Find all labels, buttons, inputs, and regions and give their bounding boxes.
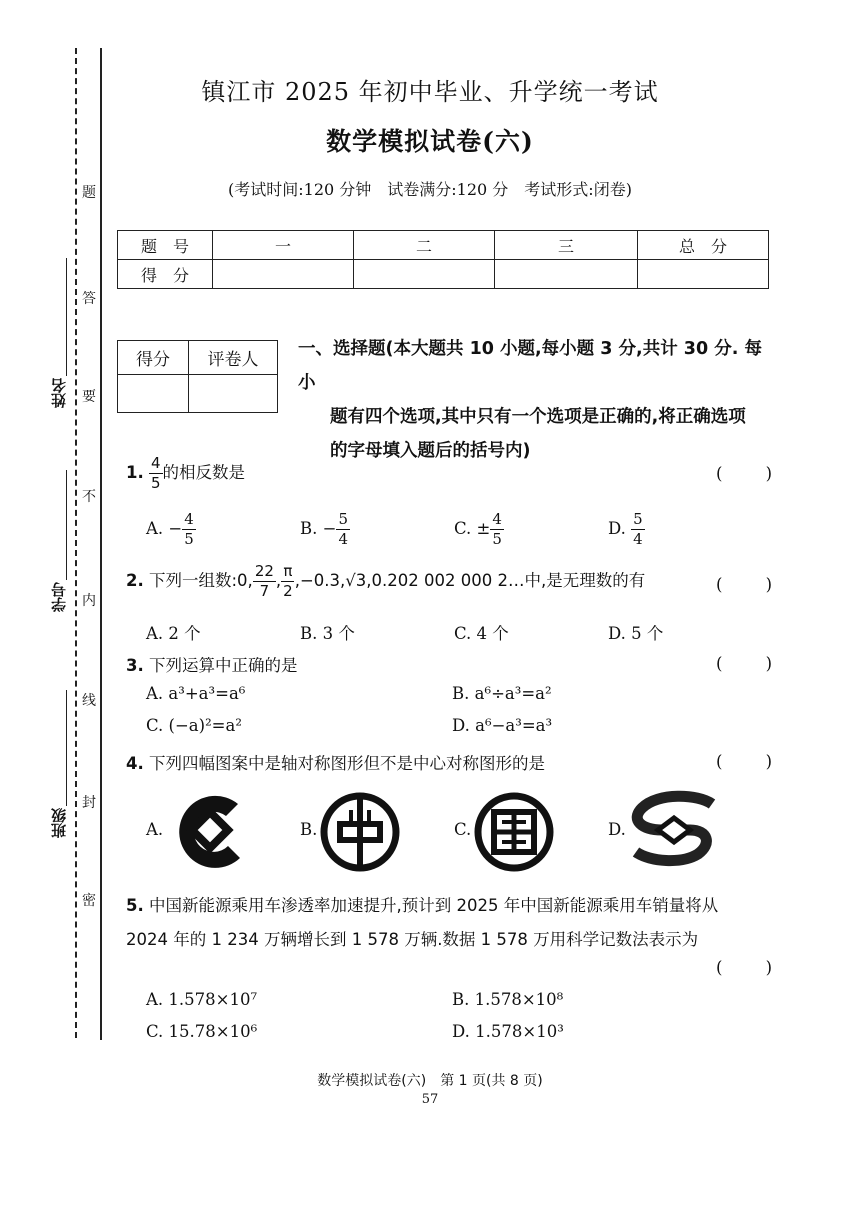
student-id-field-line[interactable] (66, 470, 67, 580)
question-text: 下列运算中正确的是 (149, 656, 298, 675)
question-text: 2024 年的 1 234 万辆增长到 1 578 万辆.数据 1 578 万用科学记数法表示为 (126, 930, 699, 949)
fraction-den: 7 (259, 582, 270, 600)
question-text: 的相反数是 (162, 463, 246, 482)
question-text: 下列四幅图案中是轴对称图形但不是中心对称图形的是 (149, 754, 545, 773)
fraction (490, 512, 504, 547)
question-2: 2. 下列一组数:0, $\frac{22}{7}$ , $\frac{\pi}{2}$ ,−0.3,√3,0.202 002 000 2…中,是无理数的有 (126, 562, 646, 600)
question-text: 中国新能源乘用车渗透率加速提升,预计到 2025 年中国新能源乘用车销量将从 (149, 896, 719, 915)
class-field-line[interactable] (66, 690, 67, 806)
score-cell[interactable] (638, 260, 769, 289)
grader-table (117, 340, 278, 413)
page-footer: 数学模拟试卷(六) 第 1 页(共 8 页) (317, 1073, 543, 1089)
binding-char: 内 (82, 593, 96, 609)
question-number: 2. (126, 571, 144, 590)
score-header-cell: 二 (354, 231, 495, 260)
fraction-den: 4 (633, 530, 643, 548)
option-c-logo-icon (472, 790, 556, 874)
option-b[interactable]: B. 3 个 (300, 624, 355, 643)
binding-char: 密 (82, 893, 96, 909)
paren-open: ( (716, 464, 723, 483)
grader-name-label: 评卷人 (189, 341, 278, 375)
binding-char: 线 (82, 693, 96, 709)
section-heading-line: 题有四个选项,其中只有一个选项是正确的,将正确选项 (330, 407, 746, 427)
fraction-num: 4 (151, 454, 161, 472)
option-c[interactable]: C. (454, 820, 472, 839)
fraction (281, 564, 295, 599)
fraction-den: 2 (283, 582, 293, 600)
grader-name-cell[interactable] (189, 375, 278, 413)
option-d[interactable] (608, 512, 645, 547)
question-5 (126, 892, 718, 916)
option-label: B. (300, 519, 318, 538)
option-b[interactable]: B. (300, 820, 318, 839)
option-label: C. (454, 519, 472, 538)
paren-open: ( (716, 752, 723, 771)
answer-blank[interactable] (716, 575, 772, 594)
section-heading (298, 332, 778, 468)
score-table (117, 230, 769, 289)
option-a[interactable]: A. a³+a³=a⁶ (146, 684, 246, 703)
fraction-num: 4 (184, 510, 194, 528)
option-label: A. (146, 519, 164, 538)
option-d-logo-icon (628, 790, 724, 870)
paren-close: ) (765, 654, 772, 673)
student-id-field-label: 学号 (50, 582, 68, 612)
option-sign: ± (476, 519, 491, 538)
binding-char: 答 (82, 291, 96, 307)
fraction (336, 512, 350, 547)
class-field-label: 班级 (50, 808, 68, 838)
option-a[interactable]: A. 2 个 (146, 624, 201, 643)
score-header-cell: 三 (495, 231, 638, 260)
fraction (631, 512, 645, 547)
fraction-num: 4 (492, 510, 502, 528)
name-field-line[interactable] (66, 258, 67, 376)
question-3 (126, 652, 298, 676)
option-b[interactable] (300, 512, 350, 547)
section-heading-line: 一、选择题(本大题共 10 小题,每小题 3 分,共计 30 分. 每小 (298, 339, 762, 393)
answer-blank[interactable] (716, 752, 772, 771)
option-sign: − (322, 519, 337, 538)
option-c[interactable]: C. 15.78×10⁶ (146, 1022, 258, 1041)
option-c[interactable] (454, 512, 504, 547)
question-number: 3. (126, 656, 144, 675)
score-row-label: 得 分 (118, 260, 213, 289)
question-5-line-2 (126, 926, 698, 950)
option-d[interactable]: D. 1.578×10³ (452, 1022, 564, 1041)
exam-info: (考试时间:120 分钟 试卷满分:120 分 考试形式:闭卷) (228, 180, 632, 199)
question-number: 5. (126, 896, 144, 915)
binding-char: 题 (82, 185, 96, 201)
paren-close: ) (765, 575, 772, 594)
answer-blank[interactable] (716, 464, 772, 483)
exam-subtitle: 数学模拟试卷(六) (326, 127, 534, 156)
option-a-logo-icon (168, 790, 254, 872)
option-a[interactable]: A. 1.578×10⁷ (146, 990, 258, 1009)
answer-blank[interactable] (716, 654, 772, 673)
fraction-num: 5 (338, 510, 348, 528)
fraction-den: 5 (151, 474, 161, 492)
paren-open: ( (716, 958, 723, 977)
paren-open: ( (716, 654, 723, 673)
section-heading-line: 的字母填入题后的括号内) (330, 441, 531, 461)
option-c[interactable]: C. 4 个 (454, 624, 509, 643)
option-label: D. (608, 519, 626, 538)
question-text: 下列一组数:0, (149, 571, 253, 590)
option-b[interactable]: B. 1.578×10⁸ (452, 990, 564, 1009)
grader-score-cell[interactable] (118, 375, 189, 413)
score-cell[interactable] (495, 260, 638, 289)
paren-open: ( (716, 575, 723, 594)
paren-close: ) (765, 464, 772, 483)
option-d[interactable]: D. (608, 820, 626, 839)
fraction (253, 564, 276, 599)
option-b[interactable]: B. a⁶÷a³=a² (452, 684, 552, 703)
score-header-cell: 题 号 (118, 231, 213, 260)
option-sign: − (168, 519, 183, 538)
paren-close: ) (765, 752, 772, 771)
fraction-den: 5 (184, 530, 194, 548)
page-number: 57 (421, 1092, 439, 1107)
score-cell[interactable] (213, 260, 354, 289)
fraction-num: 22 (254, 562, 274, 580)
fraction (182, 512, 196, 547)
question-1 (126, 456, 245, 491)
option-a[interactable] (146, 512, 196, 547)
score-cell[interactable] (354, 260, 495, 289)
grader-score-label: 得分 (118, 341, 189, 375)
question-number: 1. (126, 463, 144, 482)
answer-blank[interactable] (716, 958, 772, 977)
fraction-num: π (283, 562, 293, 580)
fraction-den: 4 (338, 530, 348, 548)
fraction (149, 456, 163, 491)
question-number: 4. (126, 754, 144, 773)
option-d[interactable]: D. 5 个 (608, 624, 664, 643)
option-b-logo-icon (318, 790, 402, 874)
option-c[interactable]: C. (−a)²=a² (146, 716, 242, 735)
question-4 (126, 750, 545, 774)
option-a[interactable]: A. (146, 820, 164, 839)
name-field-label: 姓名 (50, 378, 68, 408)
fraction-den: 5 (492, 530, 502, 548)
binding-char: 封 (82, 795, 96, 811)
score-header-cell: 总 分 (638, 231, 769, 260)
binding-char: 不 (82, 489, 96, 505)
question-text: ,−0.3,√3,0.202 002 000 2…中,是无理数的有 (294, 571, 646, 590)
score-header-cell: 一 (213, 231, 354, 260)
binding-char: 要 (82, 389, 96, 405)
option-d[interactable]: D. a⁶−a³=a³ (452, 716, 553, 735)
fraction-num: 5 (633, 510, 643, 528)
paren-close: ) (765, 958, 772, 977)
exam-title: 镇江市 2025 年初中毕业、升学统一考试 (201, 78, 659, 106)
